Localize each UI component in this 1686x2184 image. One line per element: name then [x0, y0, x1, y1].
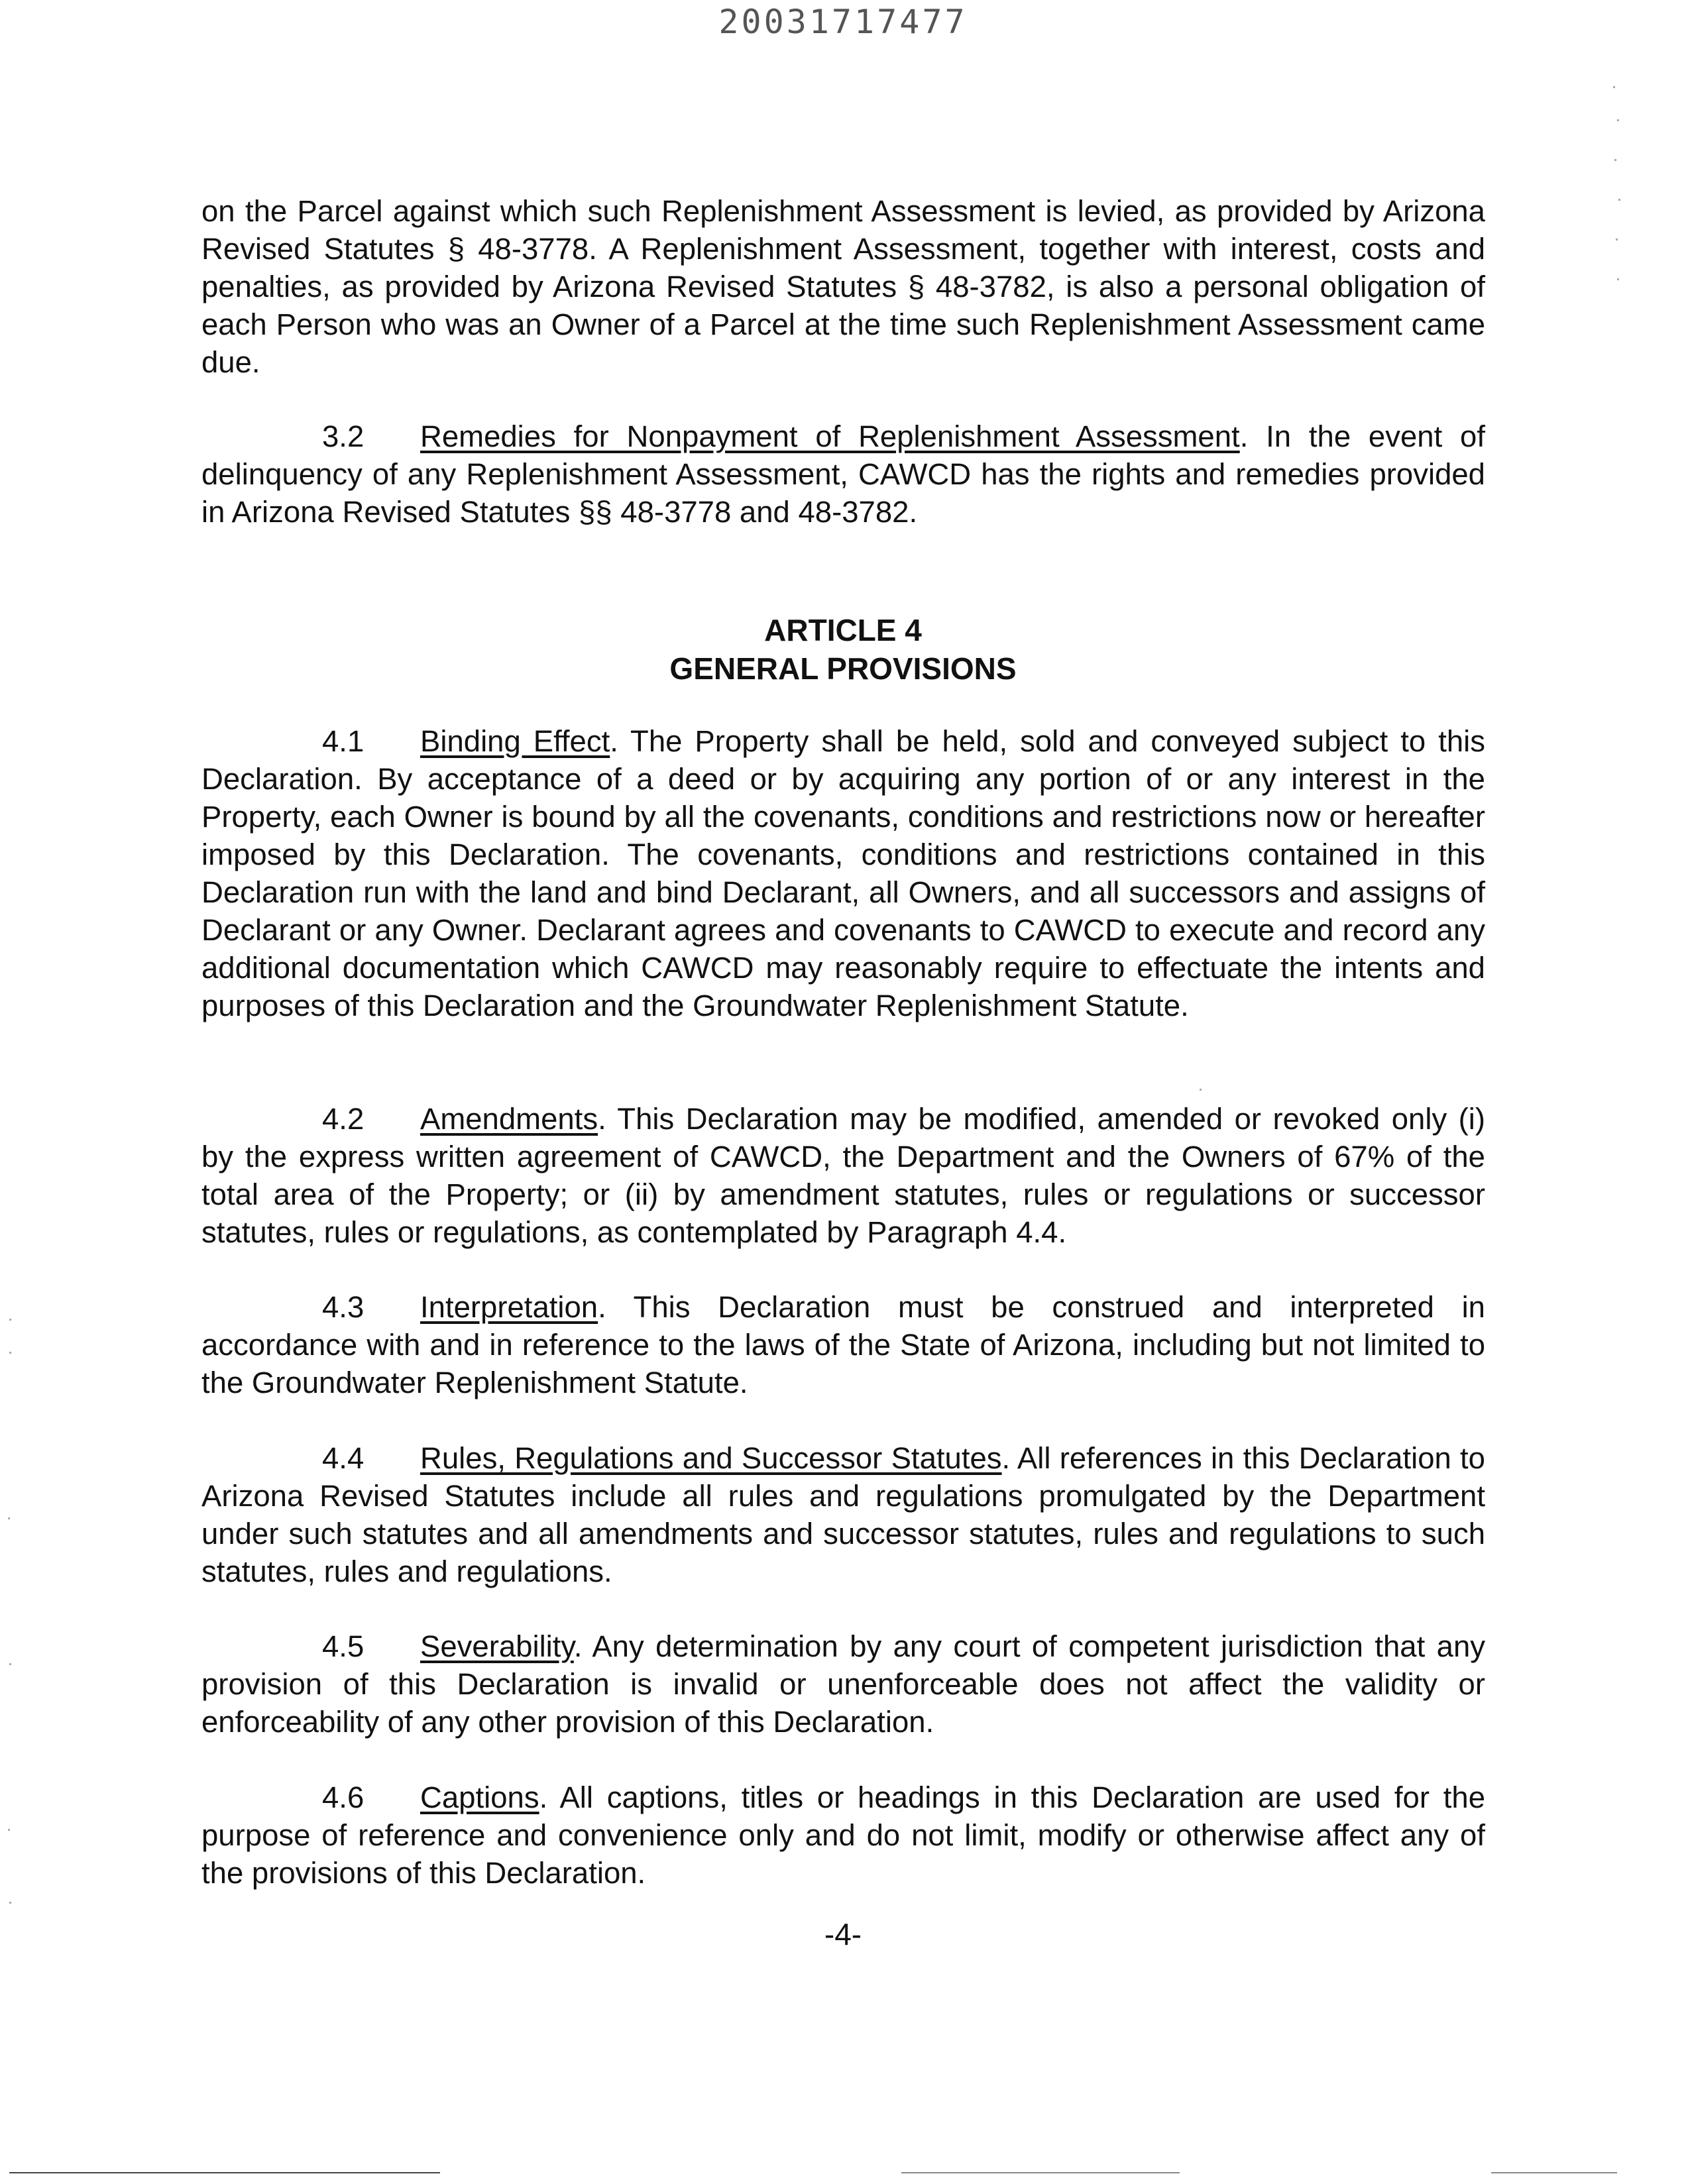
section-4-5	[201, 1627, 1485, 1741]
section-caption: Amendments	[420, 1102, 598, 1136]
section-number: 4.2	[322, 1102, 365, 1136]
section-number: 4.6	[322, 1780, 365, 1814]
scan-speck	[1200, 1089, 1202, 1091]
scan-speck	[9, 1902, 11, 1904]
page-number: -4-	[824, 1917, 862, 1951]
scan-speck	[1618, 199, 1620, 201]
section-caption: Binding Effect	[420, 724, 610, 758]
section-caption: Severability	[420, 1629, 574, 1663]
section-number: 3.2	[322, 419, 365, 453]
scan-speck	[8, 1517, 10, 1519]
scan-speck	[1614, 159, 1616, 161]
scan-speck	[9, 1319, 11, 1321]
section-caption: Rules, Regulations and Successor Statutes	[420, 1441, 1002, 1475]
section-caption: Captions	[420, 1780, 539, 1814]
scan-edge-line	[901, 2172, 1180, 2173]
article-number: ARTICLE 4	[764, 613, 922, 647]
section-number: 4.3	[322, 1290, 365, 1324]
section-4-3	[201, 1288, 1485, 1401]
scan-speck	[8, 1829, 10, 1831]
section-text: . In the event of delinquency of any Replenishment Assessment, CAWCD has the rights and remedies provided in Arizona Revised Statutes §§ 48-3778 and 48-3782.	[201, 419, 1485, 529]
section-caption: Remedies for Nonpayment of Replenishment Assessment	[420, 419, 1240, 453]
section-4-2	[201, 1100, 1485, 1251]
section-number: 4.4	[322, 1441, 365, 1475]
scan-edge-line	[9, 2172, 440, 2173]
continuation-paragraph	[201, 192, 1485, 381]
scan-speck	[1616, 239, 1618, 241]
scan-speck	[1617, 119, 1619, 121]
scan-speck	[1617, 278, 1619, 280]
section-number: 4.1	[322, 724, 365, 758]
scan-speck	[9, 1663, 11, 1665]
section-text: . All references in this Declaration to Arizona Revised Statutes include all rules and regulations promulgated by the Department under such statutes and all amendments and successor statutes, rules and regulations to such statutes, rules and regulations.	[201, 1441, 1485, 1588]
section-text: . Any determination by any court of competent jurisdiction that any provision of this Declaration is invalid or unenforceable does not affect the validity or enforceability of any other provision of this Declaration.	[201, 1629, 1485, 1739]
section-4-6	[201, 1778, 1485, 1892]
section-3-2	[201, 417, 1485, 531]
scan-speck	[9, 1352, 11, 1354]
scan-speck	[1613, 86, 1615, 88]
section-caption: Interpretation	[420, 1290, 598, 1324]
section-4-1	[201, 722, 1485, 1024]
section-text: . The Property shall be held, sold and conveyed subject to this Declaration. By acceptance of a deed or by acquiring any portion of or any interest in the Property, each Owner is bound by all the covenants, conditions and restrictions now or hereafter imposed by this Declaration. The covenants, conditions and restrictions contained in this Declaration run with the land and bind Declarant, all Owners, and all successors and assigns of Declarant or any Owner. Declarant agrees and covenants to CAWCD to execute and record any additional documentation which CAWCD may reasonably require to effectuate the intents and purposes of this Declaration and the Groundwater Replenishment Statute.	[201, 724, 1485, 1022]
document-number: 20031717477	[718, 3, 968, 41]
section-number: 4.5	[322, 1629, 365, 1663]
section-text: . All captions, titles or headings in this Declaration are used for the purpose of reference and convenience only and do not limit, modify or otherwise affect any of the provisions of this Declaration.	[201, 1780, 1485, 1890]
scan-edge-line	[1491, 2172, 1617, 2173]
section-4-4	[201, 1439, 1485, 1590]
article-title: GENERAL PROVISIONS	[669, 651, 1017, 686]
section-text: . This Declaration may be modified, amended or revoked only (i) by the express written agreement of CAWCD, the Department and the Owners of 67% of the total area of the Property; or (ii) by amendment statutes, rules or regulations or successor statutes, rules or regulations, as contemplated by Paragraph 4.4.	[201, 1102, 1485, 1249]
article-heading	[0, 611, 1686, 688]
continuation-text: on the Parcel against which such Replenishment Assessment is levied, as provided by Arizona Revised Statutes § 48-3778. A Replenishment Assessment, together with interest, costs and penalties, as provided by Arizona Revised Statutes § 48-3782, is also a personal obligation of each Person who was an Owner of a Parcel at the time such Replenishment Assessment came due.	[201, 194, 1485, 379]
section-text: . This Declaration must be construed and interpreted in accordance with and in reference to the laws of the State of Arizona, including but not limited to the Groundwater Replenishment Statute.	[201, 1290, 1485, 1399]
